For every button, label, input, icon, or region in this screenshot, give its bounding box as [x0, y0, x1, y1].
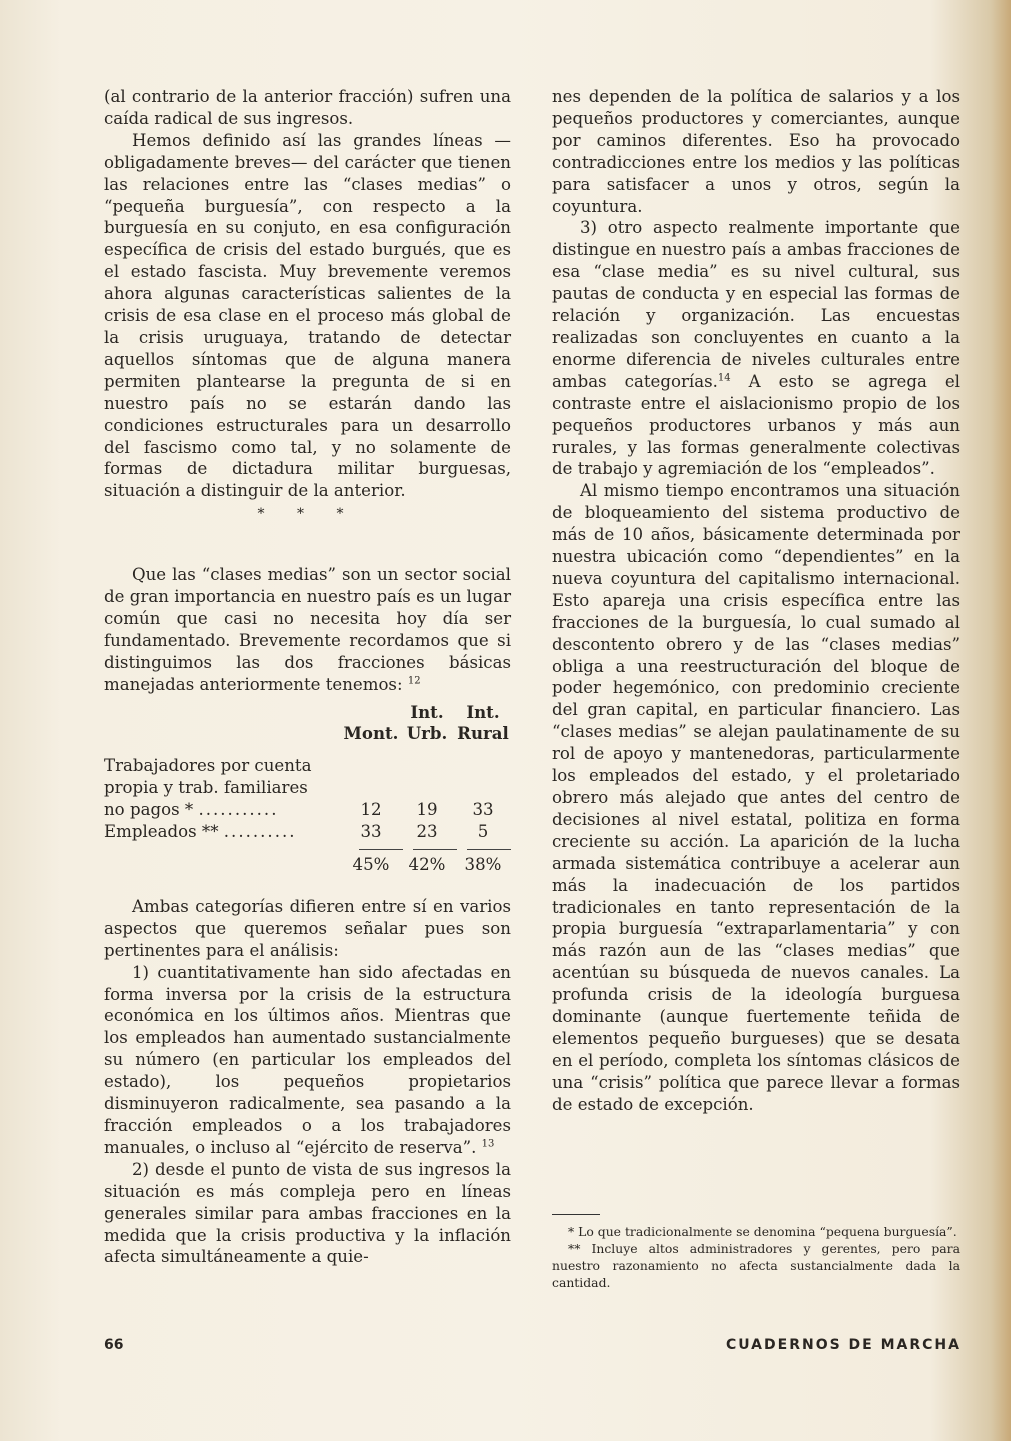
table-row	[104, 777, 511, 799]
table-cell: 19	[416, 800, 438, 820]
footnote-ref: 14	[717, 372, 731, 384]
table-header: Rural	[457, 723, 509, 744]
table-totals-row	[104, 854, 511, 876]
row-label: Trabajadores por cuenta	[104, 756, 312, 776]
right-column	[552, 86, 960, 1116]
table-row	[104, 755, 511, 777]
table-header	[343, 702, 399, 724]
section-separator: * * *	[257, 506, 358, 523]
footnote-ref: 12	[407, 675, 421, 687]
paragraph-text: A esto se agrega el contraste entre el aislacionismo propio de los pequeños productores urbanos y más aun rurales, y las formas generalmente colectivas de trabajo y agremiación de los “empleados”.	[552, 371, 960, 479]
paragraph: Ambas categorías difieren entre sí en varios aspectos que queremos señalar pues son pertinentes para el análisis:	[104, 896, 511, 960]
paragraph	[552, 217, 960, 480]
table-rule	[104, 849, 511, 850]
paragraph: nes dependen de la política de salarios y a los pequeños productores y comerciantes, aunque por caminos diferentes. Eso ha provocado contradicciones entre los medios y las políticas para satisfacer a unos y otros, según la coyuntura.	[552, 87, 960, 216]
table-header: Mont.	[343, 723, 399, 744]
paragraph	[104, 564, 511, 695]
table-header-row	[104, 723, 511, 745]
footnote-ref: 13	[481, 1138, 495, 1150]
row-label: propia y trab. familiares	[104, 778, 308, 798]
footnote-rule	[552, 1214, 600, 1215]
left-column	[104, 86, 511, 1268]
table-header: Int.	[410, 701, 444, 722]
paragraph: 2) desde el punto de vista de sus ingresos la situación es más compleja pero en líneas generales similar para ambas fracciones en la medida que la crisis productiva y la inflación afecta simultáneamente a quie-	[104, 1159, 511, 1267]
footnote: ** Incluye altos administradores y gerentes, pero para nuestro razonamiento no afecta sustancialmente dada la cantidad.	[552, 1241, 960, 1290]
paragraph: Hemos definido así las grandes líneas —obligadamente breves— del carácter que tienen las relaciones entre las “clases medias” o “pequeña burguesía”, con respecto a la burguesía en su conjuto, en esa configuración específica de crisis del estado burgués, que es el estado fascista. Muy brevemente veremos ahora algunas características salientes de la crisis de esa clase en el proceso más global de la crisis uruguaya, tratando de detectar aquellos síntomas que de alguna manera permiten plantearse la pregunta de si en nuestro país no se estarán dando las condiciones estructurales para un desarrollo del fascismo como tal, y no solamente de formas de dictadura militar burguesas, situación a distinguir de la anterior.	[104, 130, 511, 501]
paragraph	[104, 962, 511, 1159]
table-cell: 33	[360, 822, 382, 842]
table-cell: 12	[360, 800, 382, 820]
row-label: no pagos * ...........	[104, 800, 279, 820]
table-header: Int.	[466, 701, 500, 722]
table-header: Urb.	[406, 723, 448, 744]
paragraph-text: Que las “clases medias” son un sector social de gran importancia en nuestro país es un lugar común que casi no necesita hoy día ser fundamentado. Brevemente recordamos que si distinguimos las dos fracciones básicas manejadas anteriormente tenemos:	[104, 565, 511, 694]
page-number: 66	[104, 1337, 124, 1353]
table-row	[104, 799, 511, 821]
table-cell: 23	[416, 822, 438, 842]
paragraph-text: 3) otro aspecto realmente importante que distingue en nuestro país a ambas fracciones de esa “clase media” es su nivel cultural, sus pautas de conducta y en especial las formas de relación y organización. Las encuestas realizadas son concluyentes en cuanto a la enorme diferencia de niveles culturales entre ambas categorías.	[552, 218, 960, 391]
data-table	[104, 702, 511, 876]
table-cell: 45%	[352, 855, 390, 874]
footnote: * Lo que tradicionalmente se denomina “pequena burguesía”.	[568, 1224, 957, 1239]
running-footer: CUADERNOS DE MARCHA	[725, 1337, 961, 1353]
table-row	[104, 821, 511, 843]
paragraph: Al mismo tiempo encontramos una situación de bloqueamiento del sistema productivo de más de 10 años, básicamente determinada por nuestra ubicación como “dependientes” en la nueva coyuntura del capitalismo internacional. Esto apareja una crisis específica entre las fracciones de la burguesía, lo cual sumado al descontento obrero y de las “clases medias” obliga a una reestructuración del bloque de poder hegemónico, con predominio creciente del gran capital, en particular financiero. Las “clases medias” se alejan paulatinamente de su rol de apoyo y mantenedoras, particularmente los empleados del estado, y el proletariado obrero más alejado que antes del centro de decisiones al nivel estatal, politiza en forma creciente su acción. La aparición de la lucha armada sistemática contribuye a acelerar aun más la inadecuación de los partidos tradicionales en tanto representación de la propia burguesía “extraparlamentaria” y con más razón aun de las “clases medias” que acentúan su búsqueda de nuevos canales. La profunda crisis de la ideología burguesa dominante (aunque fuertemente teñida de elementos pequeño burgueses) que se desata en el período, completa los síntomas clásicos de una “crisis” política que parece llevar a formas de estado de excepción.	[552, 481, 960, 1114]
footnotes	[552, 1214, 960, 1291]
paragraph-text: 1) cuantitativamente han sido afectadas en forma inversa por la crisis de la estructura económica en los últimos años. Mientras que los empleados han aumentado sustancialmente su número (en particular los empleados del estado), los pequeños propietarios disminuyeron radicalmente, sea pasando a la fracción empleados o a los trabajadores manuales, o incluso al “ejército de reserva”.	[104, 962, 511, 1157]
table-cell: 38%	[464, 855, 502, 874]
table-cell: 42%	[408, 855, 446, 874]
table-cell: 5	[477, 822, 489, 842]
row-label: Empleados ** ..........	[104, 822, 297, 842]
paragraph: (al contrario de la anterior fracción) sufren una caída radical de sus ingresos.	[104, 87, 511, 128]
table-header-row	[104, 702, 511, 724]
table-cell: 33	[472, 800, 494, 820]
